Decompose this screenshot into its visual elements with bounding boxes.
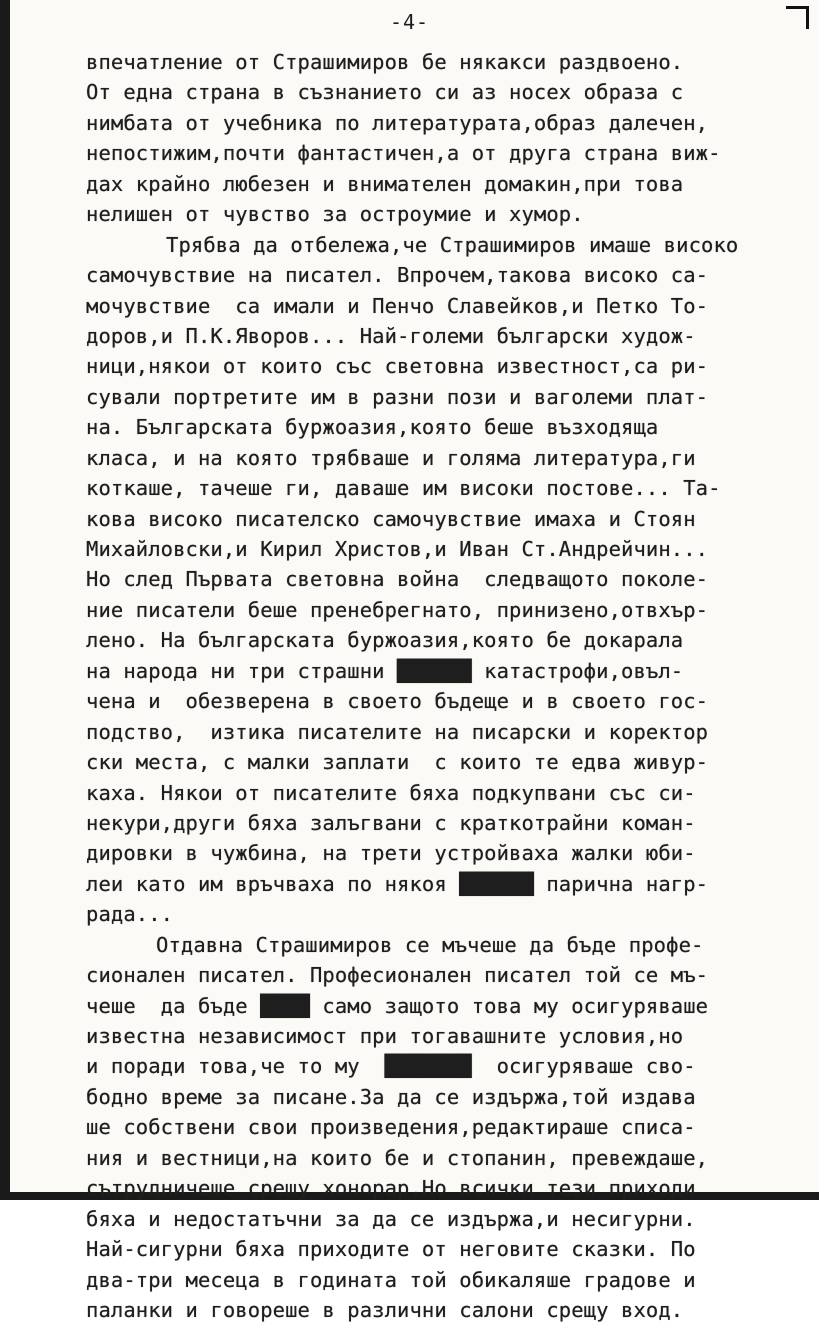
text-line: кова високо писателско самочувствие имаха и Стоян [86, 506, 696, 531]
text-line: на. Българската буржоазия,която беше възходяща [86, 415, 659, 440]
text-line: леи като им връчваха по някоя ██████ парична нагр- [86, 871, 709, 896]
text-line: бяха и недостатъчни за да се издържа,и несигурни. [86, 1206, 696, 1231]
text-line: Но след Първата световна война следващото поколе- [86, 567, 709, 592]
scan-left-border [0, 0, 10, 1200]
text-line: подство, изтика писателите на писарски и коректор [86, 719, 709, 744]
text-line: каха. Някои от писателите бяха подкупвани със си- [86, 780, 696, 805]
text-line: чена и обезверена в своето бъдеще и в своето гос- [86, 689, 709, 714]
text-line: Михайловски,и Кирил Христов,и Иван Ст.Андрейчин... [86, 537, 709, 561]
text-line: дировки в чужбина, на трети устройваха жалки юби- [86, 841, 696, 866]
text-line: лено. На българската буржоазия,която бе докарала [86, 628, 684, 653]
text-line: два-три месеца в годината той обикаляше градове и [86, 1267, 696, 1292]
text-line: ски места, с малки заплати с които те едва живур- [86, 750, 709, 775]
text-line: Най-сигурни бяха приходите от неговите сказки. По [86, 1237, 696, 1262]
text-line: мочувствие са имали и Пенчо Славейков,и Петко То- [86, 293, 709, 318]
text-line: ние писатели беше пренебрегнато, принизено,отвхър- [86, 597, 709, 622]
text-line: чеше да бъде ████ само защото това му осигуряваше [86, 993, 709, 1018]
text-line: класа, и на която трябваше и голяма литература,ги [86, 445, 696, 470]
text-line: сътрудничеше срещу хонорар.Но всички тези приходи [86, 1176, 696, 1201]
text-line: нимбата от учебника по литературата,образ далечен, [86, 110, 709, 135]
text-line: сували портретите им в разни пози и вaголеми плат- [86, 384, 709, 409]
text-line: Отдавна Страшимиров се мъчеше да бъде профе- [156, 932, 704, 957]
text-line: рада... [86, 902, 174, 927]
text-line: и поради това,че то му ███████ осигуряваше сво- [86, 1054, 696, 1079]
text-line: нелишен от чувство за остроумие и хумор. [86, 202, 584, 227]
text-line: ше собствени свои произведения,редактираше списа- [86, 1115, 696, 1140]
text-line: сионален писател. Професионален писател той се мъ- [86, 963, 709, 988]
text-line: на народа ни три страшни ██████ катастрофи,овъл- [86, 658, 684, 683]
text-line: самочувствие на писател. Впрочем,такова високо са- [86, 263, 709, 288]
text-line: ници,някои от които със световна известност,са ри- [86, 354, 709, 379]
text-line: Трябва да отбележа,че Страшимиров имаше високо [166, 232, 739, 257]
body-text [86, 47, 798, 1325]
text-line: ния и вестници,на които бе и стопанин, превеждаше, [86, 1145, 709, 1170]
text-line: известна независимост при тогавашните условия,но [86, 1024, 684, 1048]
text-line: коткаше, тачеше ги, даваше им високи постове... Та- [86, 476, 721, 501]
text-line: От една страна в съзнанието си аз носех образа с [86, 80, 684, 105]
page-number: -4- [389, 10, 430, 34]
text-line: бодно време за писане.За да се издържа,той издава [86, 1084, 696, 1109]
text-line: дах крайно любезен и внимателен домакин,при това [86, 171, 684, 196]
text-line: непостижим,почти фантастичен,а от друга страна виж- [86, 141, 721, 166]
text-line: паланки и говореше в различни салони срещу вход. [86, 1297, 684, 1322]
text-line: впечатление от Страшимиров бе някакси раздвоено. [86, 50, 684, 74]
text-line: некури,други бяха залъгвани с краткотрайни коман- [86, 810, 696, 835]
text-line: доров,и П.К.Яворов... Най-големи български худож- [86, 323, 696, 348]
